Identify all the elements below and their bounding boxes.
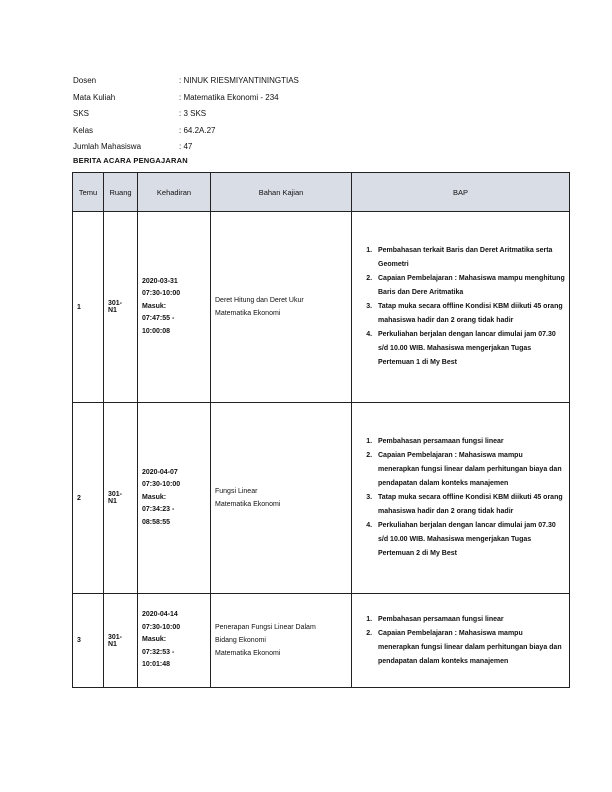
cell-bahan-kajian: [211, 594, 352, 688]
info-row-kelas: [73, 123, 299, 140]
info-value: : Matematika Ekonomi - 234: [179, 92, 279, 102]
cell-ruang: [104, 403, 138, 594]
kehadiran-date: 2020-04-07: [142, 468, 178, 476]
ruang-line: N1: [108, 498, 117, 505]
bahan-line: Matematika Ekonomi: [215, 650, 281, 657]
header-bahan-kajian: Bahan Kajian: [211, 173, 352, 212]
info-row-sks: [73, 106, 299, 123]
bahan-line: Deret Hitung dan Deret Ukur: [215, 297, 304, 304]
cell-bahan-kajian: [211, 212, 352, 403]
cell-bap: [352, 594, 570, 688]
info-row-dosen: [73, 73, 299, 90]
info-label: Mata Kuliah: [73, 92, 116, 102]
info-label: Jumlah Mahasiswa: [73, 142, 142, 151]
bap-item: 1. Pembahasan persamaan fungsi linear: [374, 613, 565, 627]
info-row-mata-kuliah: [73, 90, 299, 107]
cell-bap: [352, 403, 570, 594]
bap-item: 1. Pembahasan terkait Baris dan Deret Aritmatika serta Geometri: [374, 244, 565, 272]
cell-ruang: [104, 594, 138, 688]
bap-item: 2. Capaian Pembelajaran : Mahasiswa mampu menerapkan fungsi linear dalam perhitungan biaya dan pendapatan dalam konteks manajemen: [374, 449, 565, 491]
bahan-line: Bidang Ekonomi: [215, 637, 266, 644]
bap-item: 3. Tatap muka secara offline Kondisi KBM diikuti 45 orang mahasiswa hadir dan 2 orang tidak hadir: [374, 300, 565, 328]
course-info: [73, 73, 299, 156]
table-row: [73, 403, 570, 594]
cell-temu: 3: [73, 594, 104, 688]
bahan-line: Matematika Ekonomi: [215, 310, 281, 317]
cell-temu: 2: [73, 403, 104, 594]
header-ruang: Ruang: [104, 173, 138, 212]
bap-list: [356, 435, 565, 561]
kehadiran-masuk-label: Masuk:: [142, 493, 167, 501]
ruang-line: 301-: [108, 633, 123, 641]
header-bap: BAP: [352, 173, 570, 212]
kehadiran-masuk-end: 10:01:48: [142, 661, 171, 669]
header-temu: Temu: [73, 173, 104, 212]
kehadiran-schedule: 07:30-10:00: [142, 290, 181, 298]
cell-kehadiran: [138, 594, 211, 688]
info-value: : 64.2A.27: [179, 125, 216, 135]
kehadiran-masuk-start: 07:47:55 -: [142, 315, 175, 323]
bap-list: [356, 613, 565, 669]
bap-item: 4. Perkuliahan berjalan dengan lancar dimulai jam 07.30 s/d 10.00 WIB. Mahasiswa mengerjakan Tugas Pertemuan 2 di My Best: [374, 519, 565, 561]
kehadiran-date: 2020-03-31: [142, 277, 178, 285]
ruang-line: 301-: [108, 300, 123, 307]
bahan-line: Fungsi Linear: [215, 488, 258, 495]
cell-kehadiran: [138, 403, 211, 594]
bap-item: 2. Capaian Pembelajaran : Mahasiswa mampu menerapkan fungsi linear dalam perhitungan biaya dan pendapatan dalam konteks manajemen: [374, 627, 565, 669]
kehadiran-date: 2020-04-14: [142, 611, 178, 619]
ruang-line: N1: [108, 307, 117, 314]
info-label: Dosen: [73, 76, 97, 85]
cell-bap: [352, 212, 570, 403]
info-value: : 3 SKS: [179, 109, 207, 118]
bahan-line: Penerapan Fungsi Linear Dalam: [215, 624, 316, 631]
ruang-line: 301-: [108, 491, 123, 498]
header-kehadiran: Kehadiran: [138, 173, 211, 212]
ruang-line: N1: [108, 640, 117, 648]
bap-table: [72, 172, 570, 688]
table-row: [73, 212, 570, 403]
bahan-line: Matematika Ekonomi: [215, 501, 281, 508]
kehadiran-masuk-start: 07:34:23 -: [142, 506, 175, 514]
bap-list: [356, 244, 565, 370]
cell-temu: 1: [73, 212, 104, 403]
info-label: SKS: [73, 109, 90, 118]
table-header-row: [73, 173, 570, 212]
section-title: BERITA ACARA PENGAJARAN: [73, 156, 188, 165]
table-row: [73, 594, 570, 688]
kehadiran-schedule: 07:30-10:00: [142, 623, 181, 631]
kehadiran-masuk-label: Masuk:: [142, 636, 167, 644]
bap-item: 2. Capaian Pembelajaran : Mahasiswa mampu menghitung Baris dan Dere Aritmatika: [374, 272, 565, 300]
info-label: Kelas: [73, 125, 94, 135]
kehadiran-masuk-end: 08:58:55: [142, 518, 171, 526]
info-row-jumlah-mahasiswa: [73, 139, 299, 156]
cell-ruang: [104, 212, 138, 403]
kehadiran-masuk-end: 10:00:08: [142, 327, 171, 335]
kehadiran-schedule: 07:30-10:00: [142, 481, 181, 489]
cell-bahan-kajian: [211, 403, 352, 594]
bap-item: 1. Pembahasan persamaan fungsi linear: [374, 435, 565, 449]
bap-item: 4. Perkuliahan berjalan dengan lancar dimulai jam 07.30 s/d 10.00 WIB. Mahasiswa mengerjakan Tugas Pertemuan 1 di My Best: [374, 328, 565, 370]
kehadiran-masuk-label: Masuk:: [142, 302, 167, 310]
info-value: : NINUK RIESMIYANTININGTIAS: [179, 76, 299, 85]
info-value: : 47: [179, 142, 193, 151]
kehadiran-masuk-start: 07:32:53 -: [142, 648, 175, 656]
bap-item: 3. Tatap muka secara offline Kondisi KBM diikuti 45 orang mahasiswa hadir dan 2 orang tidak hadir: [374, 491, 565, 519]
cell-kehadiran: [138, 212, 211, 403]
